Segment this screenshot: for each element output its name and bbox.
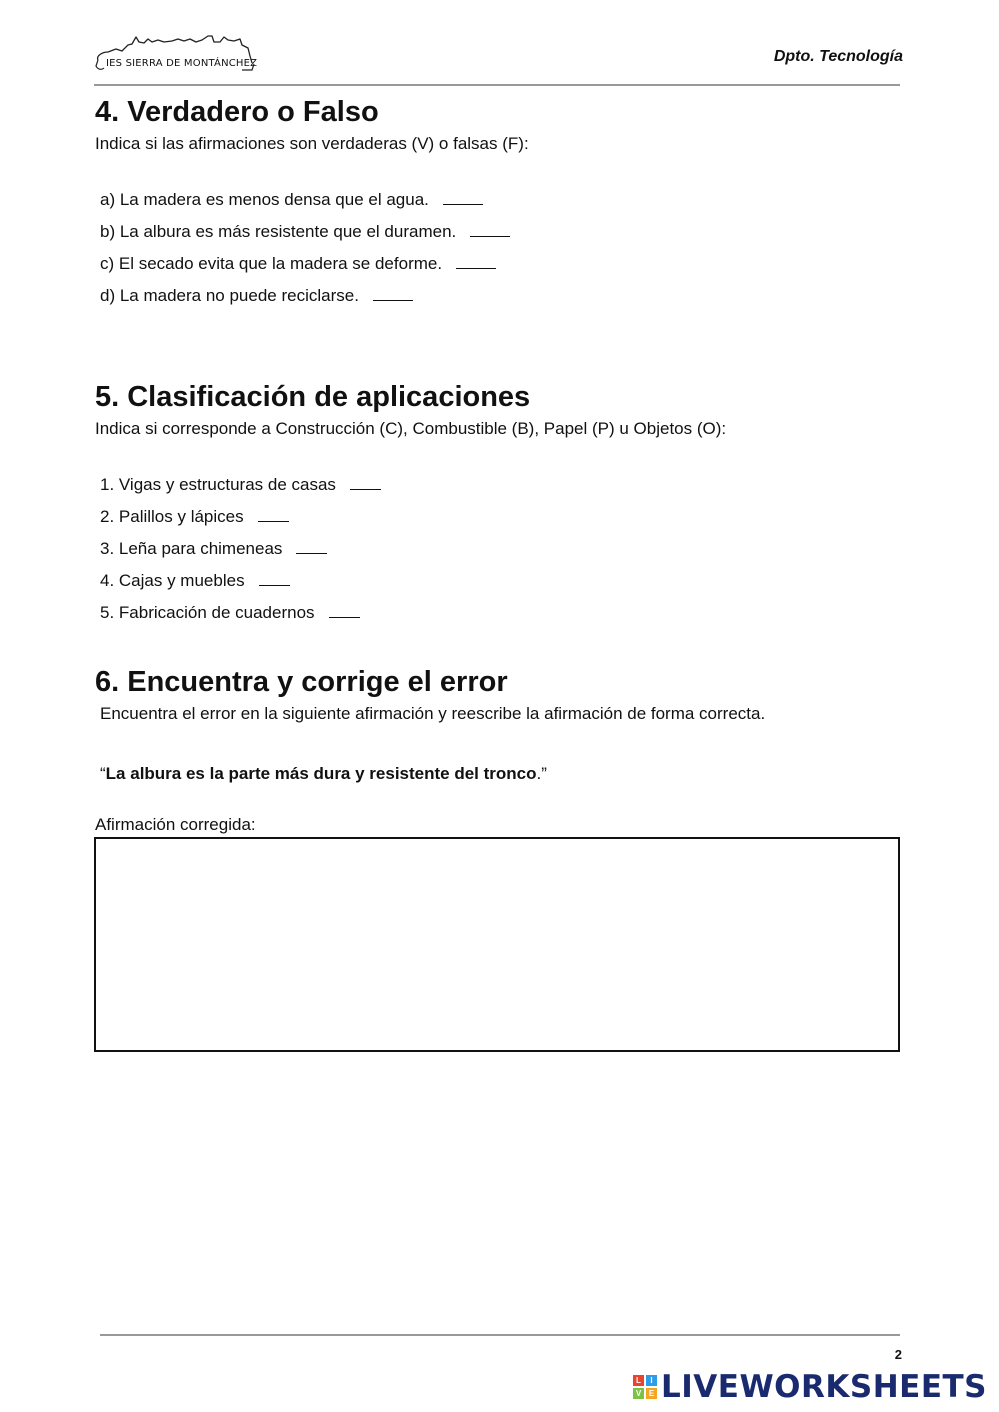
application-text: 5. Fabricación de cuadernos [100,603,315,622]
school-logo [92,30,257,74]
answer-blank[interactable] [329,603,360,618]
answer-blank[interactable] [443,190,483,205]
quote-bold-text: La albura es la parte más dura y resistente del tronco [105,764,537,783]
answer-blank[interactable] [259,571,290,586]
section-5-title: 5. Clasificación de aplicaciones [95,381,531,413]
department-label: Dpto. Tecnología [773,48,903,65]
footer-divider [100,1334,900,1336]
list-item [100,475,381,495]
section-5-instruction: Indica si corresponde a Construcción (C), Combustible (B), Papel (P) u Objetos (O): [95,419,727,438]
brand-letter: I [646,1375,657,1386]
section-4-instruction: Indica si las afirmaciones son verdaderas (V) o falsas (F): [95,134,529,153]
list-item [100,254,496,274]
statement-text: d) La madera no puede reciclarse. [100,286,359,305]
section-6-instruction: Encuentra el error en la siguiente afirmación y reescribe la afirmación de forma correcta. [100,704,766,723]
statement-text: c) El secado evita que la madera se deforme. [100,254,443,273]
logo-text: IES SIERRA DE MONTÁNCHEZ [106,58,258,69]
brand-letter: V [633,1388,644,1399]
list-item [100,571,290,591]
section-4-title: 4. Verdadero o Falso [95,96,379,128]
answer-blank[interactable] [373,286,413,301]
list-item [100,286,413,306]
list-item [100,222,510,242]
answer-label: Afirmación corregida: [95,815,256,834]
application-text: 4. Cajas y muebles [100,571,245,590]
answer-blank[interactable] [456,254,496,269]
answer-blank[interactable] [296,539,327,554]
list-item [100,539,327,559]
application-text: 2. Palillos y lápices [100,507,244,526]
quote-close: .” [536,764,547,783]
application-text: 3. Leña para chimeneas [100,539,283,558]
answer-textbox[interactable] [94,837,900,1052]
header-divider [94,84,900,86]
list-item [100,190,483,210]
liveworksheets-logo-icon [633,1375,657,1399]
quote-open: “ [100,764,106,783]
page-number: 2 [894,1347,902,1362]
answer-blank[interactable] [350,475,381,490]
section-6-title: 6. Encuentra y corrige el error [95,666,508,698]
liveworksheets-brand [633,1370,987,1404]
quoted-statement [100,764,547,784]
statement-text: a) La madera es menos densa que el agua. [100,190,429,209]
application-text: 1. Vigas y estructuras de casas [100,475,336,494]
answer-blank[interactable] [258,507,289,522]
answer-blank[interactable] [470,222,510,237]
brand-text: LIVEWORKSHEETS [661,1369,987,1405]
brand-letter: E [646,1388,657,1399]
brand-letter: L [633,1375,644,1386]
statement-text: b) La albura es más resistente que el duramen. [100,222,457,241]
list-item [100,603,360,623]
list-item [100,507,289,527]
